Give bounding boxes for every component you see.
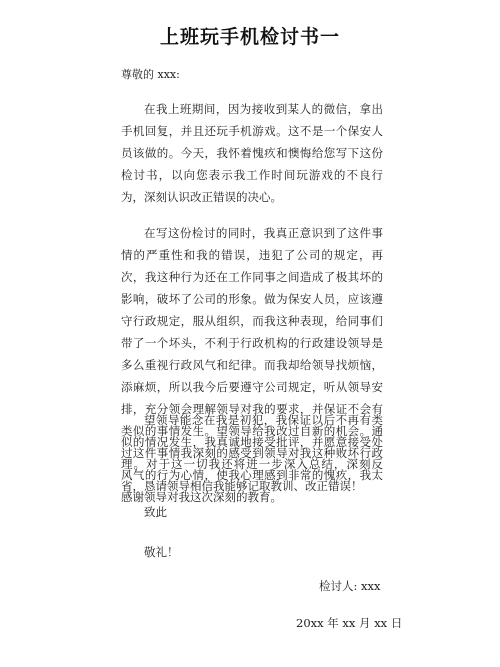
salutation: 尊敬的 xxx: — [121, 68, 180, 81]
paragraph-3: 望领导能念在我是初犯，我保证以后不再有类似的情况发生，我真诚地接受批评，并愿意接受处理。对于这一切我还将进一步深入总结，深刻反省，恳请领导相信我能够记取教训、改正错误！ — [121, 413, 383, 493]
closing-line-2: 敬礼！ — [144, 545, 179, 559]
document-title: 上班玩手机检讨书一 — [159, 26, 340, 48]
paragraph-1: 在我上班期间，因为接收到某人的微信，拿出手机回复，并且还玩手机游戏。这不是一个保安人员该做的。今天，我怀着愧疚和懊悔给您写下这份检讨书，以向您表示我工作时间玩游戏的不良行为，深刻认识改正错误的决心。 — [121, 102, 383, 204]
closing-line-1: 致此 — [144, 505, 167, 519]
signature: 检讨人: xxx — [319, 579, 381, 593]
paragraph-2: 在写这份检讨的同时，我真正意识到了这件事情的严重性和我的错误，违犯了公司的规定，再次，我这种行为还在工作同事之间造成了极其坏的影响，破坏了公司的形象。做为保安人员，应该遵守行政规定，服从组织，而我这种表现，给同事们带了一个坏头，不利于行政机构的行政建设领导是多么重视行政风气和纪律。而我却给领导找烦恼，添麻烦，所以我今后要遵守公司规定，听从领导安排，充分领会理解领导对我的要求，并保证不会有类似的事情发生。望领导给我改过自新的机会。通过这件事情我深刻的感受到领导对我这种败坏行政风气的行为心情，使我心理感到非常的愧疚，我太感谢领导对我这次深刻的教育。 — [121, 226, 383, 504]
date: 20xx 年 xx 月 xx 日 — [296, 616, 403, 630]
